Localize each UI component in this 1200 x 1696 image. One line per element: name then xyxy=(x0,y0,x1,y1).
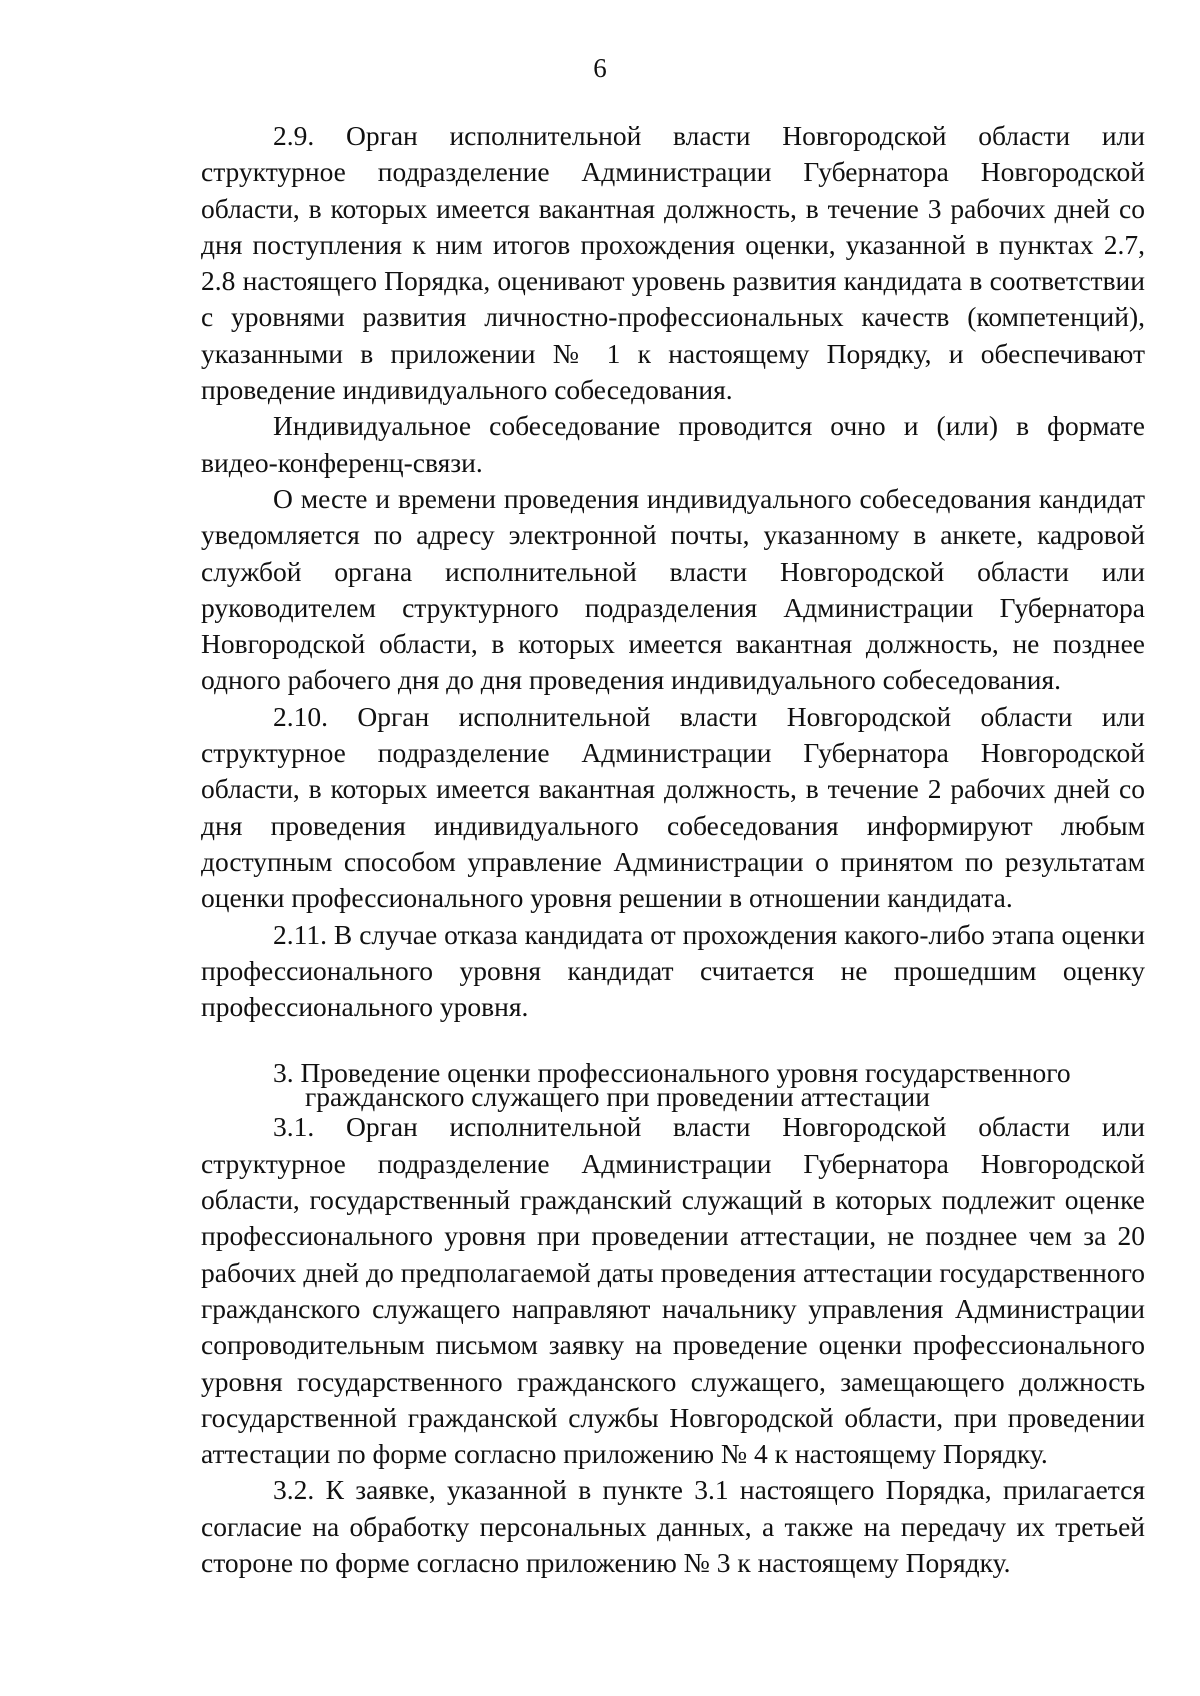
paragraph-3-2: 3.2. К заявке, указанной в пункте 3.1 настоящего Порядка, прилагается согласие на обработку персональных данных, а также на передачу их третьей стороне по форме согласно приложению № 3 к настоящему Порядку. xyxy=(201,1474,1145,1578)
section-3-heading-line1: 3. Проведение оценки профессионального уровня государственного xyxy=(273,1057,1071,1089)
paragraph-interview-format: Индивидуальное собеседование проводится очно и (или) в формате видео-конференц-связи. xyxy=(201,410,1145,478)
page-number: 6 xyxy=(593,53,607,83)
paragraph-2-10: 2.10. Орган исполнительной власти Новгородской области или структурное подразделение Администрации Губернатора Новгородской области, в которых имеется вакантная должность, в течение 2 рабочих дней со дня проведения индивидуального собеседования информируют любым доступным способом управление Администрации о принятом по результатам оценки профессионального уровня решении в отношении кандидата. xyxy=(201,700,1145,914)
paragraph-3-1: 3.1. Орган исполнительной власти Новгородской области или структурное подразделение Администрации Губернатора Новгородской области, государственный гражданский служащий в которых подлежит оценке профессионального уровня при проведении аттестации, не позднее чем за 20 рабочих дней до предполагаемой даты проведения аттестации государственного гражданского служащего направляют начальнику управления Администрации сопроводительным письмом заявку на проведение оценки профессионального уровня государственного гражданского служащего, замещающего должность государственной гражданской службы Новгородской области, при проведении аттестации по форме согласно приложению № 4 к настоящему Порядку. xyxy=(201,1111,1145,1470)
paragraph-2-9: 2.9. Орган исполнительной власти Новгородской области или структурное подразделение Администрации Губернатора Новгородской области, в которых имеется вакантная должность, в течение 3 рабочих дней со дня поступления к ним итогов прохождения оценки, указанной в пунктах 2.7, 2.8 настоящего Порядка, оценивают уровень развития кандидата в соответствии с уровнями развития личностно-профессиональных качеств (компетенций), указанными в приложении № 1 к настоящему Порядку, и обеспечивают проведение индивидуального собеседования. xyxy=(201,120,1145,406)
paragraph-2-11: 2.11. В случае отказа кандидата от прохождения какого-либо этапа оценки профессионального уровня кандидат считается не прошедшим оценку профессионального уровня. xyxy=(201,918,1145,1023)
paragraph-interview-notice: О месте и времени проведения индивидуального собеседования кандидат уведомляется по адресу электронной почты, указанному в анкете, кадровой службой органа исполнительной власти Новгородской области или руководителем структурного подразделения Администрации Губернатора Новгородской области, в которых имеется вакантная должность, не позднее одного рабочего дня до дня проведения индивидуального собеседования. xyxy=(201,482,1145,696)
section-3-heading xyxy=(201,1057,1145,1113)
section-3-heading-line2: гражданского служащего при проведении аттестации xyxy=(305,1081,930,1113)
document-body xyxy=(201,118,1145,1581)
